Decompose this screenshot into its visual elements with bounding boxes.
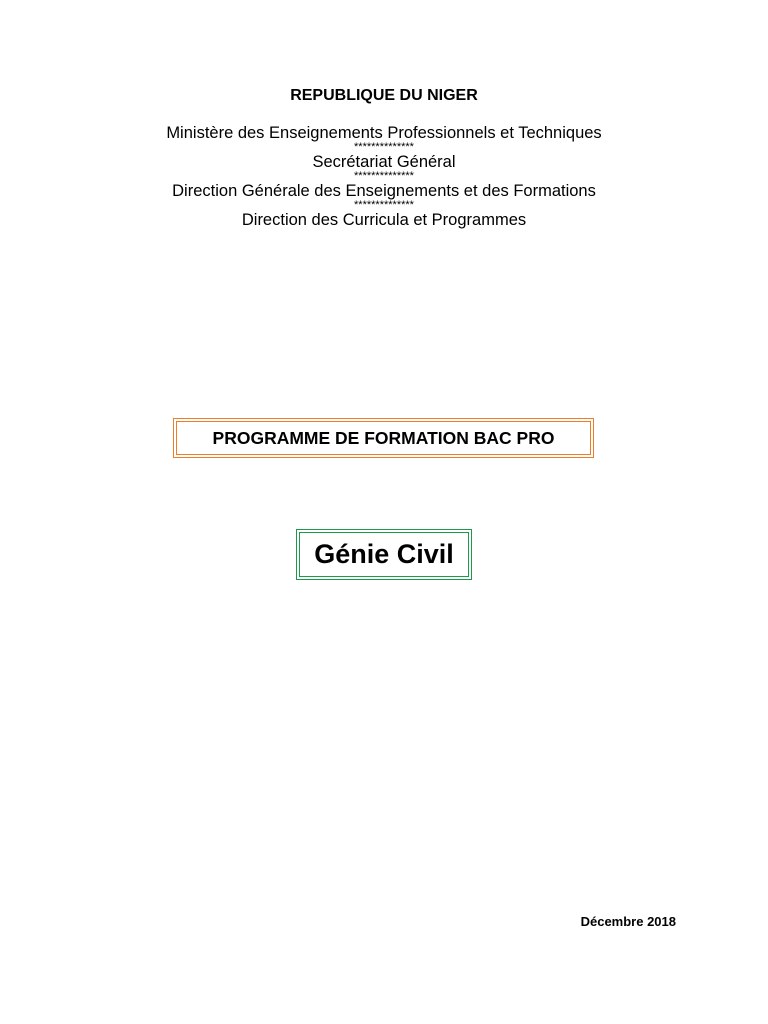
organization-list [0,123,768,230]
country-heading: REPUBLIQUE DU NIGER [290,87,478,104]
program-title: PROGRAMME DE FORMATION BAC PRO [212,427,555,448]
separator-stars: ************** [354,170,414,182]
ministry-line: Ministère des Enseignements Professionnels et Techniques [166,124,602,142]
document-date: Décembre 2018 [580,914,676,929]
program-title-box [173,418,594,458]
specialty-title-box [296,529,472,580]
separator-stars: ************** [354,141,414,153]
secretariat-line: Secrétariat Général [312,153,456,171]
separator-stars: ************** [354,199,414,211]
specialty-title: Génie Civil [314,539,454,569]
document-header [0,86,768,230]
curricula-direction-line: Direction des Curricula et Programmes [241,211,527,229]
general-direction-line: Direction Générale des Enseignements et des Formations [172,182,596,200]
